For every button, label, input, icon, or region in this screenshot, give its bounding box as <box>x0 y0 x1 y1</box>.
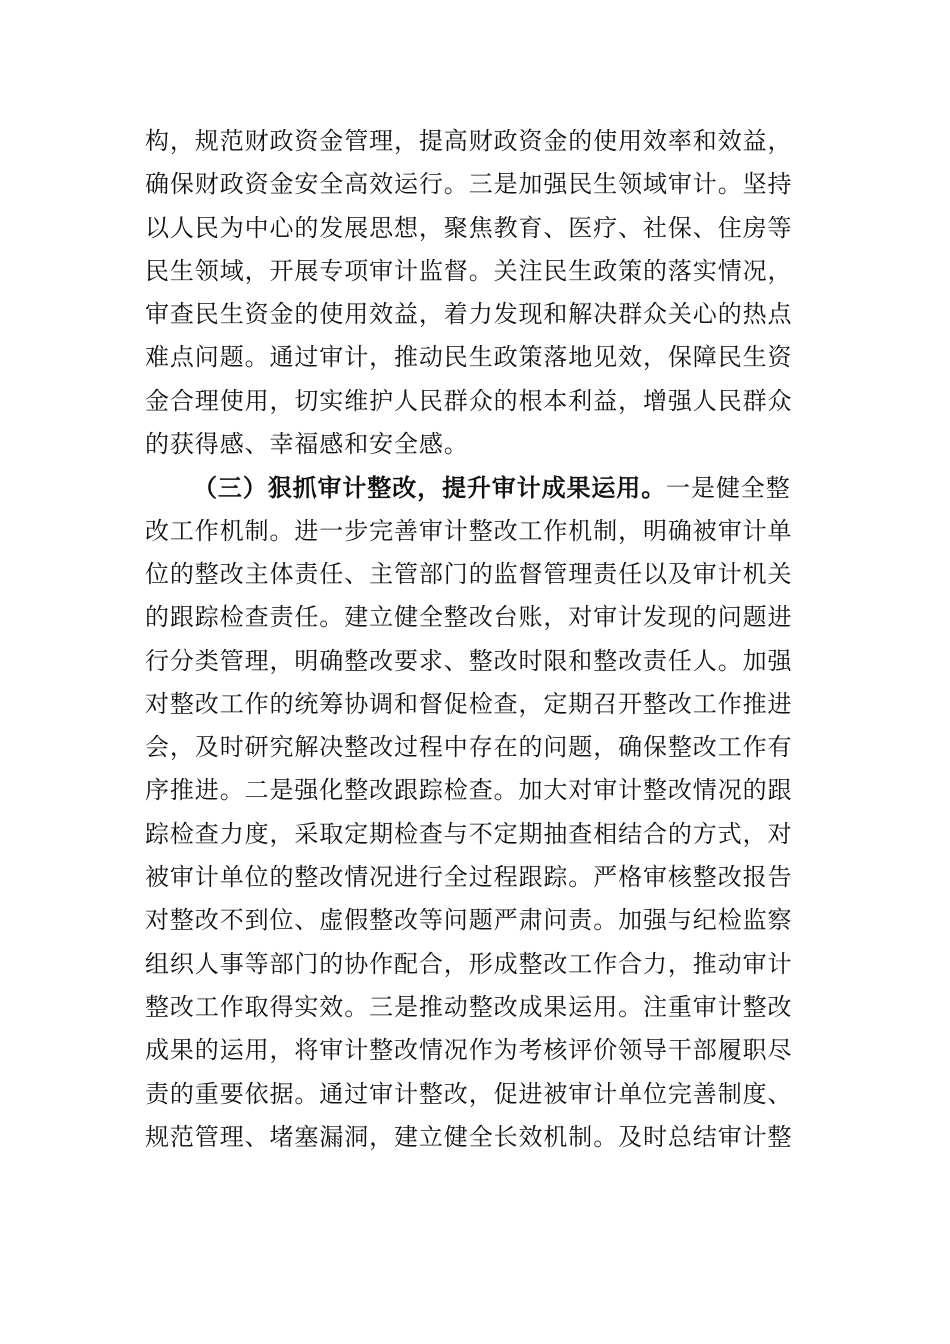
text-line: 以人民为中心的发展思想，聚焦教育、医疗、社保、住房等 <box>145 213 793 242</box>
text-line: 行分类管理，明确整改要求、整改时限和整改责任人。加强 <box>145 646 793 675</box>
text-line: 难点问题。通过审计，推动民生政策落地见效，保障民生资 <box>145 343 793 372</box>
document-body <box>145 120 810 1159</box>
text-line: 的跟踪检查责任。建立健全整改台账，对审计发现的问题进 <box>145 603 793 632</box>
text-line: 民生领域，开展专项审计监督。关注民生政策的落实情况， <box>145 256 793 285</box>
text-line: 责的重要依据。通过审计整改，促进被审计单位完善制度、 <box>145 1079 793 1108</box>
text-line: 金合理使用，切实维护人民群众的根本利益，增强人民群众 <box>145 386 793 415</box>
text-line: 被审计单位的整改情况进行全过程跟踪。严格审核整改报告 <box>145 863 793 892</box>
text-line: 位的整改主体责任、主管部门的监督管理责任以及审计机关 <box>145 559 793 588</box>
text-line: 序推进。二是强化整改跟踪检查。加大对审计整改情况的跟 <box>145 776 793 805</box>
text-line: 整改工作取得实效。三是推动整改成果运用。注重审计整改 <box>145 992 793 1021</box>
text-line: 规范管理、堵塞漏洞，建立健全长效机制。及时总结审计整 <box>145 1122 793 1151</box>
text-line: 构，规范财政资金管理，提高财政资金的使用效率和效益， <box>145 127 793 155</box>
text-line: 对整改工作的统筹协调和督促检查，定期召开整改工作推进 <box>145 689 793 718</box>
text-line: 的获得感、幸福感和安全感。 <box>145 430 469 459</box>
text-line: 成果的运用，将审计整改情况作为考核评价领导干部履职尽 <box>145 1036 793 1065</box>
section-heading-line <box>145 466 810 509</box>
section-heading-continuation: 一是健全整 <box>666 474 791 503</box>
text-line: 会，及时研究解决整改过程中存在的问题，确保整改工作有 <box>145 733 793 762</box>
text-line: 踪检查力度，采取定期检查与不定期抽查相结合的方式，对 <box>145 819 793 848</box>
text-line: 组织人事等部门的协作配合，形成整改工作合力，推动审计 <box>145 949 793 978</box>
text-line: 确保财政资金安全高效运行。三是加强民生领域审计。坚持 <box>145 170 793 199</box>
text-line: 改工作机制。进一步完善审计整改工作机制，明确被审计单 <box>145 516 793 545</box>
section-heading: （三）狠抓审计整改，提升审计成果运用。 <box>193 473 667 503</box>
text-line: 对整改不到位、虚假整改等问题严肃问责。加强与纪检监察 <box>145 906 793 935</box>
text-line: 审查民生资金的使用效益，着力发现和解决群众关心的热点 <box>145 300 793 329</box>
